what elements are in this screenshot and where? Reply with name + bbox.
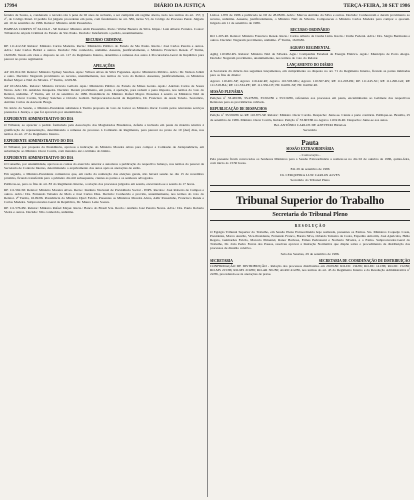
pauta-date: Em 29 de setembro de 1986 (290, 167, 330, 172)
signature-role: Secretário do Tribunal Pleno (290, 177, 330, 182)
paragraph: Agravo 110.401-SP; Agravo 110.442-RJ; Agravo 110.503-MG; Agravo 110.567-RS; RE 111.203-PR; RE 111.245-SC; RE 111.290-GO; RE 111.318-BA; RE 111.334-PE; RE 111.356-CE; HC 64.081-SP; HC 64.092-RJ. (210, 78, 410, 88)
paragraph: O Tribunal, ao apreciar o pedido formulado pela Associação dos Magistrados Brasileiros, deferiu a inclusão em pauta da matéria relativa à gratificação de representação, determinando a remessa do processo à Comissão de Regimento, para parecer no prazo de 10 (dez) dias, nos termos do art. 27 do Regimento Interno. (4, 123, 204, 136)
section-heading: EXPEDIENTE ADMINISTRATIVO DO DIA (4, 138, 74, 143)
case-entry: RO 1.205-RJ. Relator: Ministro Francisco Rezek. Recte.: Carlos Alberto da Cunha Lima. Recdo.: União Federal. Advs.: Drs. Sérgio Bermudes e outros. Decisão: Negaram provimento, unânime. 2ª Turma, 16.09.86. (210, 34, 410, 43)
paragraph: CONFIRMAÇÃO DE DISTRIBUIÇÃO - Relação dos processos distribuídos em 29.09.86: RO-DC 134/86; RO-DC 141/86; RO-DC 152/86; RO-MS 215/86; RO-MS 219/86; RO-AR 301/86; AI-RO 412/86, nos termos do art. 45 do Regimento Interno e da Resolução Administrativa nº 22/86, procedendo-se às anotações de praxe. (210, 263, 410, 276)
journal-title: DIÁRIO DA JUSTIÇA (154, 3, 206, 9)
column-divider (207, 13, 208, 497)
paragraph: ferreira de Souza, e, condenado o terceiro réu à pena de 02 anos de reclusão, a ser cumprida em regime aberto, tudo nos termos do art. 157, § 2º, do Código Penal. O pedido foi julgado procedente em parte, com fundamento no art. 386, inciso VI, do Código de Processo Penal. Julgado em 10 de setembro de 1986. Relator: Ministro Aldir Passarinho. (4, 13, 204, 26)
section-heading: R E S O L U Ç Ã O (294, 223, 326, 228)
page-header (4, 2, 410, 12)
paragraph: A Secretaria dá ciência dos seguintes lançamentos, em cumprimento ao disposto no art. 71 do Regimento Interno, ficando as partes intimadas para os fins de direito: (210, 68, 410, 78)
section-heading: EXPEDIENTE ADMINISTRATIVO DO DIA (4, 117, 74, 122)
section-heading: SECRETARIA DE COORDENAÇÃO DE DISTRIBUIÇÃO (318, 259, 410, 264)
right-column (210, 13, 410, 497)
secretaria-title: Secretaria do Tribunal Pleno (210, 213, 410, 221)
section-heading: REPUBLICAÇÃO DE DESPACHOS (210, 107, 267, 112)
case-entry: AP 101.812-SP. Relator: Ministro Sydney Sanches. Apte.: Wilson Alves da Silva Fagundes. Apdo.: Ministério Público. Advs.: Dr. Nelson Jobim e outro. Decisão: Negaram provimento ao recurso, unanimemente, nos termos do voto do Relator. Ausentes, justificadamente, os Ministros Rafael Mayer e Néri da Silveira. 1ª Turma, 12.09.86. (4, 69, 204, 83)
paragraph: Pela presente ficam convocados os Senhores Ministros para a Sessão Extraordinária a realizar-se no dia 02 de outubro de 1986, quinta-feira, com início às 13:30 horas. (210, 157, 410, 166)
tribunal-masthead: Tribunal Superior do Trabalho (210, 191, 410, 210)
paragraph: O Egrégio Tribunal Superior do Trabalho, em Sessão Plena Extraordinária hoje realizada, presentes os Exmos. Srs. Ministros Coqueijo Costa, Presidente, Marco Aurélio, Vice-Presidente, Fernando Franco, Barata Silva, Orlando Teixeira da Costa, Expedito Amorim, José Ajuricaba, Hélio Regato, Guimarães Falcão, Marcelo Pimentel, Ranor Barbosa, Ermes Pedrassani e Norberto Silveira, e o Exmo. Subprocurador-Geral do Trabalho, Dr. João Pedro Ferraz dos Passos, resolveu aprovar a Instrução Normativa que dispõe sobre o procedimento de distribuição dos processos de dissídio coletivo. (210, 229, 410, 251)
section-heading: SECRETARIA (210, 259, 233, 264)
section-heading: LANÇAMENTO DO DIÁRIO (286, 62, 334, 67)
paragraph: O Tribunal, por proposta da Presidência, aprovou a indicação do Ministro Moreira Alves para compor a Comissão de Jurisprudência, em substituição ao Ministro Oscar Corrêa, com mandato até o término do biênio. (4, 144, 204, 153)
paragraph: Petições nº 33.465/86, 33.478/86, 33.502/86 e 33.519/86, referentes aos processos em pauta, encaminhadas ao Gabinete dos respectivos Relatores para as providências cabíveis. (210, 96, 410, 105)
paragraph: Lisboa 1.876 de 1986 e publicada no DJ de 28.08.86. Advs.: Marcos Antônio da Silva e outros. Decisão: Conheceram e deram provimento ao recurso, unânime. Ausente, justificadamente, o Ministro Néri da Silveira. Compareceu o Ministro Carlos Madeira para compor o quorum. Julgado em 11 de setembro de 1986. (210, 13, 410, 26)
case-entry: AgRg 110.982-RS. Relator: Ministro Néri da Silveira. Agte.: Companhia Estadual de Energia Elétrica. Agdo.: Município de Porto Alegre. Decisão: Negaram provimento, unanimemente, nos termos do voto do Relator. (210, 51, 410, 60)
section-heading: APELAÇÕES (93, 63, 115, 68)
case-entry: RE 111.562-SP. Relator: Ministro Moreira Alves. Recte.: Instituto Nacional de Previdência Social - INPS. Recdos.: José Roberto de Campos e outros. Advs.: Drs. Fernando Teixeira de Melo e José Carlos Dias. Decisão: Conhecido e provido, unanimemente, nos termos do voto do Relator. 2ª Turma, 16.09.86. Presidência do Ministro Djaci Falcão. Presentes os Ministros Moreira Alves, Aldir Passarinho, Francisco Rezek e Carlos Madeira. Subprocurador-Geral da República, Dr. Mauro Leite Soares. (4, 187, 204, 205)
case-entry: AP 101.824-MG. Relator: Ministro Octavio Gallotti. Apte.: Ministério Público do Estado de Minas Gerais. Apdo.: Antônio Carlos de Souza Neves. Adv.: Dr. Aristides Junqueira. Decisão: Deram provimento, em parte, à apelação, para reduzir a pena imposta, nos termos do voto do Relator, unânime. 1ª Turma, em 12 de setembro de 1986. Presidência do Ministro Rafael Mayer. Presentes à sessão os Ministros Néri da Silveira, Oscar Corrêa, Sydney Sanches e Octavio Gallotti. Subprocurador-Geral da República, Dr. Francisco de Assis Toledo. Secretário, Antônio Carlos de Azevedo Braga. (4, 83, 204, 105)
section-heading: AGRAVO REGIMENTAL (289, 45, 331, 50)
pauta-subtitle-2: - Convocação - (299, 153, 321, 158)
signature: Bel. ANTÔNIO CARLOS DE AZEVEDO BRAGA (273, 123, 347, 128)
resolution-footer: Sala das Sessões, 29 de setembro de 1986. (280, 252, 340, 257)
signature: Dr. CERQUEIRA LUIZ CARLOS ALVES (280, 173, 340, 178)
publication-date: TERÇA-FEIRA, 30 SET 1986 (343, 3, 410, 9)
paragraph: O Conselho, por unanimidade, aprovou as contas do exercício anterior e autorizou a publicação do respectivo balanço, nos termos do parecer da Secretaria de Controle Interno, determinando o arquivamento dos autos após as anotações de estilo. (4, 162, 204, 171)
case-entry: RE 111.576-PR. Relator: Ministro Rafael Mayer. Recte.: Banco do Brasil S/A. Recdo.: Antônio José Pereira Neves. Advs.: Drs. Paulo Roberto Vieira e outros. Decisão: Não conhecido, unânime. (4, 206, 204, 215)
paragraph: No início da Sessão, o Ministro-Presidente submeteu à Turma proposta de voto de louvor ao Ministro Oscar Corrêa pelos relevantes serviços prestados à Justiça, o que foi aprovado por unanimidade. (4, 106, 204, 115)
section-heading: SESSÃO PLENÁRIA (210, 90, 243, 95)
paragraph: Petição nº 33.590/86 no RE 110.875-SP. Relator: Ministro Oscar Corrêa. Despacho: Junte-se. Ciente a parte contrária. Publique-se. Brasília, 25 de setembro de 1986. Ministro Oscar Corrêa, Relator. Petição nº 33.603/86 no Agravo 110.916-RJ. Despacho: Junte-se aos autos. (210, 113, 410, 122)
pauta-box (210, 136, 410, 186)
paragraph: Publicou-se, para os fins do art. 83 do Regimento Interno, a relação dos processos julgados em sessão, encerrando-se a sessão às 17 horas. (4, 182, 196, 187)
section-heading: RECURSO CRIMINAL (85, 38, 123, 43)
section-heading: EXPEDIENTE ADMINISTRATIVO DO DIA (4, 156, 74, 161)
paragraph: Em seguida, o Ministro-Presidente comunicou que, em razão da realização das eleições gerais, não haverá sessão no dia 15 de novembro próximo, ficando transferida para o primeiro dia útil subsequente, cientes as partes e os senhores advogados. (4, 172, 204, 181)
page-number: 17994 (4, 3, 17, 9)
pauta-subtitle: SESSÃO EXTRAORDINÁRIA (286, 146, 334, 151)
signature-role: Secretário (303, 127, 317, 132)
pauta-title: Pauta (301, 138, 319, 147)
section-heading: RECURSO ORDINÁRIO (290, 28, 330, 33)
left-column (4, 13, 204, 497)
case-entry: RE 111.412-SP. Relator: Ministro Carlos Madeira. Recte.: Ministério Público do Estado de São Paulo. Recdo.: José Carlos Pereira e outros. Advs.: Luiz Carlos Bettiol e outros. Decisão: Não conhecido, unânime. Ausente, justificadamente, o Ministro Francisco Rezek. 2ª Turma, 16.09.86. Tendo em vista o disposto no art. 117 do Regimento Interno, determino a remessa dos autos à Procuradoria-Geral da República para parecer no prazo regimental. (4, 44, 204, 61)
paragraph: HABEAS CORPUS Nº 64.104-0 - SP. Relator: Ministro Aldir Passarinho. Pacte.: Walter Bezerra da Silva. Impte.: Luiz Alberto Ferreira. Coator: Tribunal de Alçada Criminal do Estado de São Paulo. Decisão: Indeferiram o pedido, unanimemente. (4, 27, 204, 36)
